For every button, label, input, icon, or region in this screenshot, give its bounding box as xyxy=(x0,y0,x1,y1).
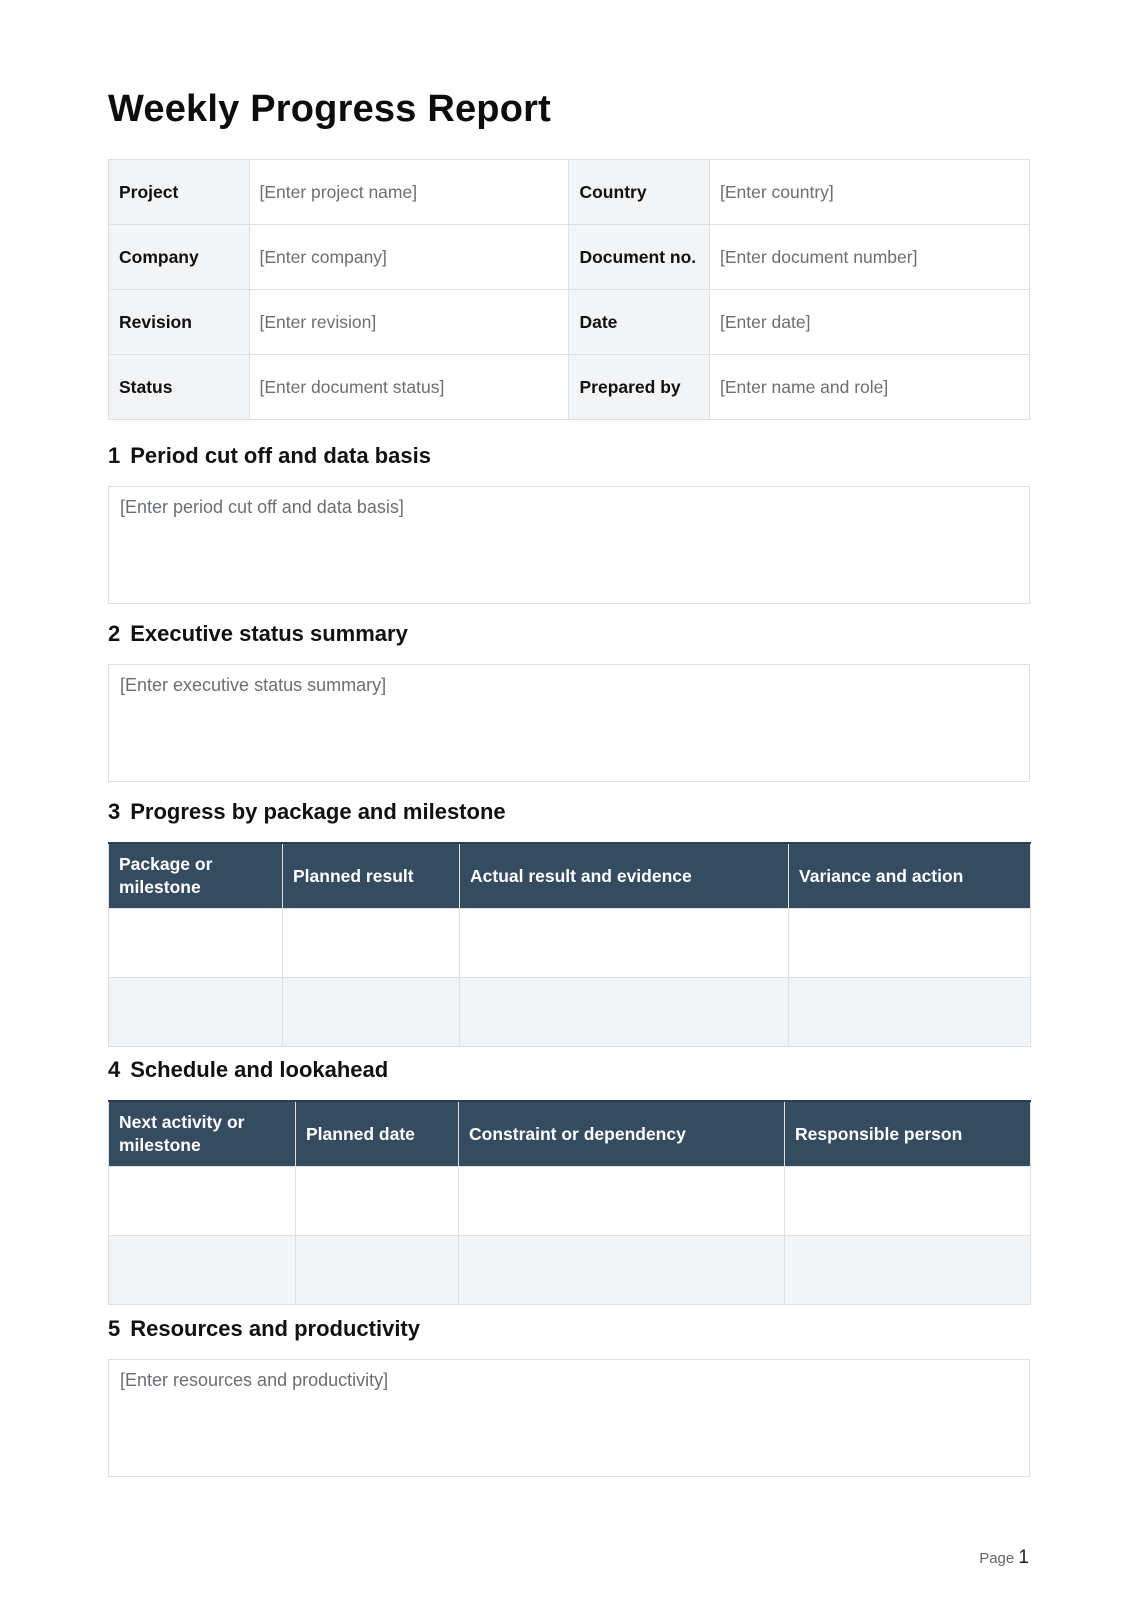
page-title: Weekly Progress Report xyxy=(108,88,551,130)
resources-textbox[interactable] xyxy=(108,1359,1030,1477)
section-title: Progress by package and milestone xyxy=(130,799,506,824)
table-cell[interactable] xyxy=(785,1167,1031,1236)
status-field[interactable]: [Enter document status] xyxy=(249,355,569,420)
table-cell[interactable] xyxy=(109,909,283,978)
page-label: Page xyxy=(979,1550,1015,1567)
country-field[interactable]: [Enter country] xyxy=(709,160,1029,225)
table-cell[interactable] xyxy=(460,909,789,978)
table-cell[interactable] xyxy=(296,1167,459,1236)
prepared-by-label: Prepared by xyxy=(569,355,710,420)
column-header: Actual result and evidence xyxy=(460,843,789,909)
section-heading xyxy=(108,1316,420,1342)
section-title: Period cut off and data basis xyxy=(130,443,431,468)
document-number-label: Document no. xyxy=(569,225,710,290)
section-heading xyxy=(108,1057,388,1083)
page-number: 1 xyxy=(1018,1547,1029,1568)
table-cell[interactable] xyxy=(109,1236,296,1305)
section-heading xyxy=(108,621,408,647)
table-cell[interactable] xyxy=(283,978,460,1047)
table-cell[interactable] xyxy=(789,978,1031,1047)
document-number-field[interactable]: [Enter document number] xyxy=(709,225,1029,290)
textbox-placeholder: [Enter resources and productivity] xyxy=(120,1370,389,1390)
info-row xyxy=(109,355,1030,420)
textbox-placeholder: [Enter period cut off and data basis] xyxy=(120,497,404,517)
table-cell[interactable] xyxy=(460,978,789,1047)
table-row xyxy=(109,978,1031,1047)
section-number: 5 xyxy=(108,1316,121,1341)
section-heading xyxy=(108,799,506,825)
section-number: 4 xyxy=(108,1057,121,1082)
section-title: Resources and productivity xyxy=(130,1316,420,1341)
period-cutoff-textbox[interactable] xyxy=(108,486,1030,604)
project-label: Project xyxy=(109,160,250,225)
project-field[interactable]: [Enter project name] xyxy=(249,160,569,225)
section-title: Schedule and lookahead xyxy=(130,1057,389,1082)
info-row xyxy=(109,225,1030,290)
info-row xyxy=(109,290,1030,355)
column-header: Responsible person xyxy=(785,1101,1031,1167)
column-header: Next activity or milestone xyxy=(109,1101,296,1167)
company-label: Company xyxy=(109,225,250,290)
table-cell[interactable] xyxy=(459,1236,785,1305)
progress-table xyxy=(108,842,1031,1047)
date-label: Date xyxy=(569,290,710,355)
section-title: Executive status summary xyxy=(130,621,408,646)
date-field[interactable]: [Enter date] xyxy=(709,290,1029,355)
table-cell[interactable] xyxy=(785,1236,1031,1305)
executive-summary-textbox[interactable] xyxy=(108,664,1030,782)
table-cell[interactable] xyxy=(109,978,283,1047)
column-header: Constraint or dependency xyxy=(459,1101,785,1167)
column-header: Planned date xyxy=(296,1101,459,1167)
textbox-placeholder: [Enter executive status summary] xyxy=(120,675,387,695)
column-header: Planned result xyxy=(283,843,460,909)
section-number: 2 xyxy=(108,621,121,646)
section-number: 3 xyxy=(108,799,121,824)
table-header-row xyxy=(109,1101,1031,1167)
info-row xyxy=(109,160,1030,225)
prepared-by-field[interactable]: [Enter name and role] xyxy=(709,355,1029,420)
section-number: 1 xyxy=(108,443,121,468)
column-header: Package or milestone xyxy=(109,843,283,909)
revision-field[interactable]: [Enter revision] xyxy=(249,290,569,355)
table-row xyxy=(109,1236,1031,1305)
company-field[interactable]: [Enter company] xyxy=(249,225,569,290)
table-row xyxy=(109,909,1031,978)
country-label: Country xyxy=(569,160,710,225)
table-cell[interactable] xyxy=(283,909,460,978)
page-footer xyxy=(979,1547,1029,1569)
table-cell[interactable] xyxy=(109,1167,296,1236)
section-heading xyxy=(108,443,431,469)
column-header: Variance and action xyxy=(789,843,1031,909)
schedule-table xyxy=(108,1100,1031,1305)
table-cell[interactable] xyxy=(296,1236,459,1305)
revision-label: Revision xyxy=(109,290,250,355)
document-info-table xyxy=(108,159,1030,420)
table-header-row xyxy=(109,843,1031,909)
table-cell[interactable] xyxy=(789,909,1031,978)
table-row xyxy=(109,1167,1031,1236)
status-label: Status xyxy=(109,355,250,420)
table-cell[interactable] xyxy=(459,1167,785,1236)
